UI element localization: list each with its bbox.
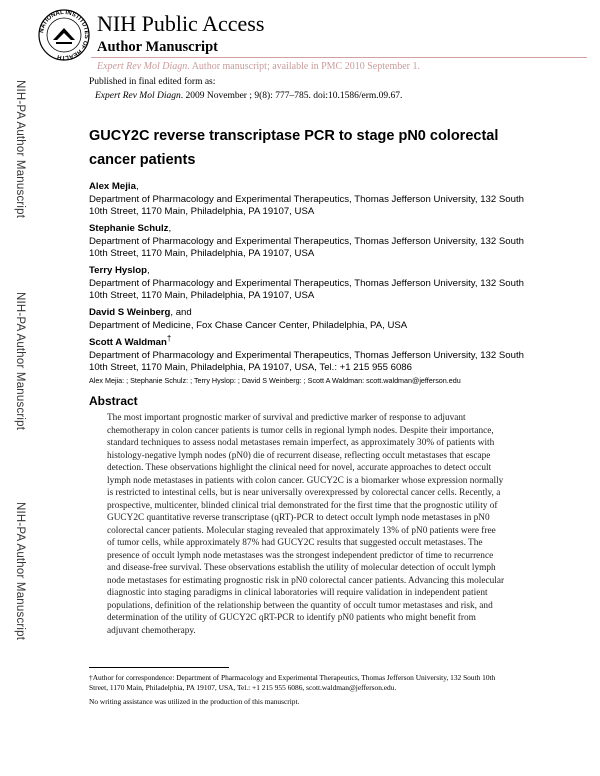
- abstract-heading: Abstract: [89, 394, 138, 408]
- author-suffix: , and: [170, 307, 192, 318]
- author-name: Alex Mejia: [89, 181, 136, 192]
- author-suffix: †: [166, 334, 172, 343]
- author-name: Terry Hyslop: [89, 265, 147, 276]
- author-name: David S Weinberg: [89, 307, 171, 318]
- author-block: [89, 181, 529, 219]
- published-label: Published in final edited form as:: [89, 77, 216, 87]
- logo-text: NATIONAL INSTITUTES OF HEALTH: [39, 9, 90, 61]
- author-affiliation: Department of Medicine, Fox Chase Cancer Center, Philadelphia, PA, USA: [89, 319, 408, 331]
- footnote-rule: [89, 667, 229, 668]
- author-affiliation: Department of Pharmacology and Experimental Therapeutics, Thomas Jefferson University, 132 South 10th Street, 1170 Main, Philadelphia, PA 19107, USA, Tel.: +1 215 955 6086: [89, 349, 524, 374]
- author-affiliation: Department of Pharmacology and Experimental Therapeutics, Thomas Jefferson University, 132 South 10th Street, 1170 Main, Philadelphia, PA 19107, USA: [89, 277, 524, 301]
- author-emails: Alex Mejia: ; Stephanie Schulz: ; Terry Hyslop: ; David S Weinberg: ; Scott A Waldman: scott.waldman@jefferson.edu: [89, 376, 461, 385]
- author-block: [89, 265, 529, 303]
- footnote-correspondence: †Author for correspondence: Department of Pharmacology and Experimental Therapeutics, Thomas Jefferson University, 132 South 10th Street, 1170 Main, Philadelphia, PA 19107, USA, Tel.: +1 215 955 6086, scott.waldman@jefferson.edu.: [89, 673, 496, 692]
- author-name: Stephanie Schulz: [89, 223, 169, 234]
- journal-abbrev: Expert Rev Mol Diagn: [97, 61, 188, 72]
- author-block: [89, 333, 529, 375]
- abstract-text: The most important prognostic marker of survival and predictive marker of response to adjuvant chemotherapy in colon cancer patients is tumor cells in regional lymph nodes. Despite their importance, standard techniques to assess nodal metastases remain imperfect, as approximately 30% of patients with histology-negative lymph nodes (pN0) die of recurrent disease, reflecting occult metastases that escape detection. These observations highlight the clinical need for novel, accurate approaches to detect occult lymph node metastases in patients with colon cancer. GUCY2C is a biomarker whose expression normally is restricted to intestinal cells, but is near universally overexpressed by colorectal cancer cells. Recently, a prospective, multicenter, blinded clinical trial demonstrated for the first time that the prognostic utility of GUCY2C quantitative reverse transcriptase (qRT)-PCR to detect occult lymph node metastases in pN0 colorectal cancer patients. Molecular staging revealed that approximately 13% of pN0 patients were free of tumor cells, while approximately 87% had GUCY2C results that suggested occult metastases. The presence of occult lymph node metastases was the strongest independent predictor of time to recurrence and disease-free survival. These observations establish the utility of molecular detection of occult lymph node metastases for estimating prognostic risk in pN0 colorectal cancer patients. Advancing this molecular diagnostic into staging paradigms in clinical laboratories will require validation in independent patient populations, definition of the relationship between the quantity of occult tumor metastases and risk, and determination of the utility of GUCY2C qRT-PCR to identify pN0 patients who might benefit from adjuvant chemotherapy.: [107, 413, 505, 636]
- author-affiliation: Department of Pharmacology and Experimental Therapeutics, Thomas Jefferson University, 132 South 10th Street, 1170 Main, Philadelphia, PA 19107, USA: [89, 235, 524, 259]
- author-affiliation: Department of Pharmacology and Experimental Therapeutics, Thomas Jefferson University, 132 South 10th Street, 1170 Main, Philadelphia, PA 19107, USA: [89, 193, 524, 217]
- author-name: Scott A Waldman: [89, 337, 167, 349]
- author-suffix: ,: [146, 265, 150, 276]
- author-suffix: ,: [168, 223, 172, 234]
- citation-details: . 2009 November ; 9(8): 777–785. doi:10.1586/erm.09.67.: [180, 91, 403, 101]
- header-rule: [91, 57, 587, 58]
- side-banner: NIH-PA Author Manuscript: [14, 502, 26, 641]
- author-block: [89, 223, 529, 261]
- header-title: NIH Public Access: [97, 11, 265, 36]
- article-title: GUCY2C reverse transcriptase PCR to stage pN0 colorectal cancer patients: [89, 128, 499, 168]
- header-journal-note: [97, 60, 420, 73]
- author-suffix: ,: [135, 181, 139, 192]
- nih-logo: [37, 8, 91, 62]
- citation: [95, 90, 402, 102]
- availability-note: . Author manuscript; available in PMC 2010 September 1.: [187, 61, 420, 72]
- footnote-no-writing: No writing assistance was utilized in the production of this manuscript.: [89, 697, 300, 706]
- side-banner: NIH-PA Author Manuscript: [14, 80, 26, 219]
- side-banner: NIH-PA Author Manuscript: [14, 292, 26, 431]
- author-block: [89, 307, 529, 332]
- header-subtitle: Author Manuscript: [97, 39, 218, 55]
- citation-journal: Expert Rev Mol Diagn: [95, 91, 181, 101]
